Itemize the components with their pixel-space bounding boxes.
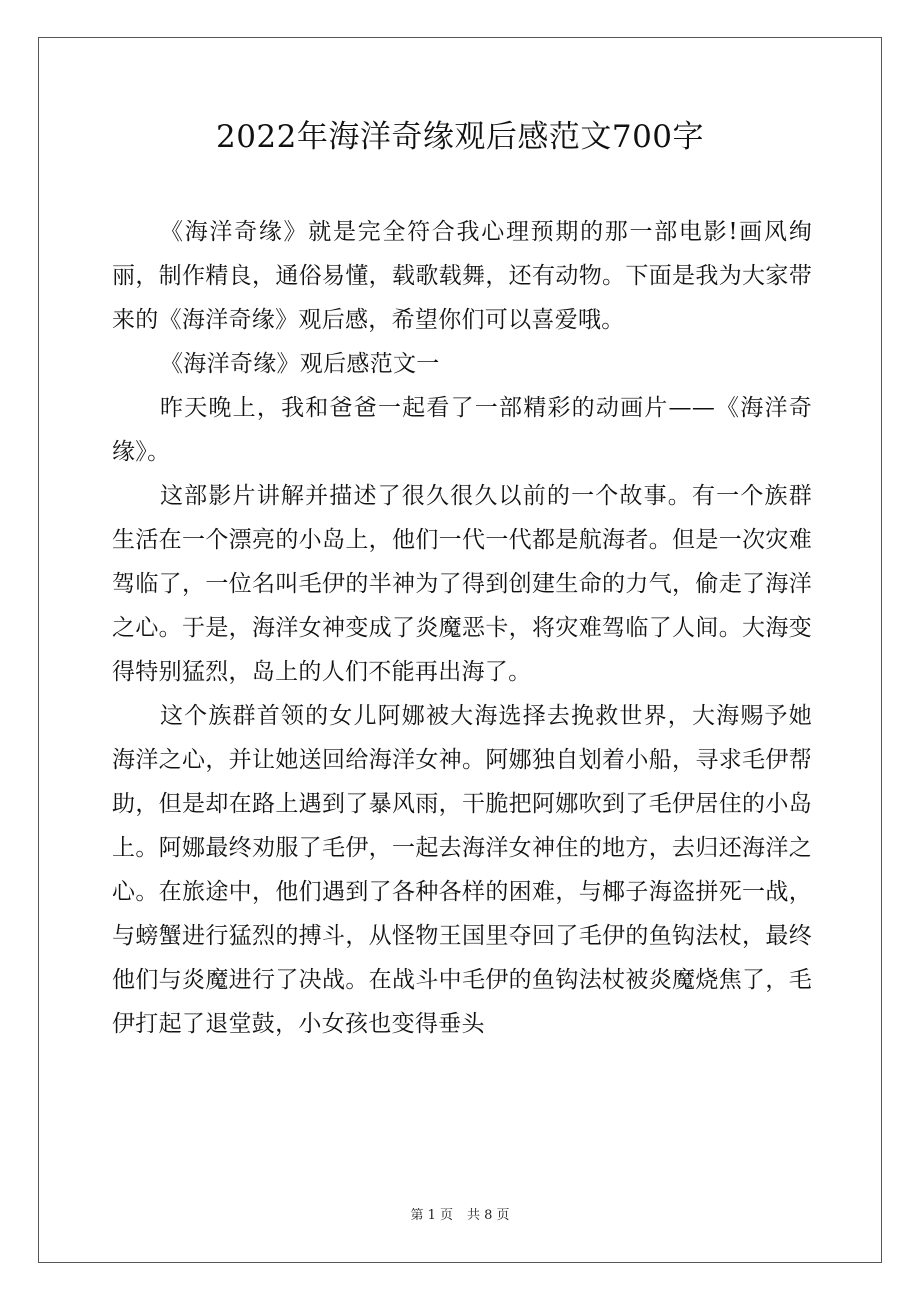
page-footer — [0, 1206, 920, 1226]
page-number: 第 1 页 — [410, 1208, 453, 1223]
paragraph: 这个族群首领的女儿阿娜被大海选择去挽救世界，大海赐予她海洋之心，并让她送回给海洋女神。阿娜独自划着小船，寻求毛伊帮助，但是却在路上遇到了暴风雨，干脆把阿娜吹到了毛伊居住的小岛上。阿娜最终劝服了毛伊，一起去海洋女神住的地方，去归还海洋之心。在旅途中，他们遇到了各种各样的困难，与椰子海盗拼死一战，与螃蟹进行猛烈的搏斗，从怪物王国里夺回了毛伊的鱼钩法杖，最终他们与炎魔进行了决战。在战斗中毛伊的鱼钩法杖被炎魔烧焦了，毛伊打起了退堂鼓，小女孩也变得垂头 — [112, 703, 812, 1037]
section-heading: 《海洋奇缘》观后感范文一 — [160, 351, 440, 377]
document-body — [112, 210, 812, 1046]
paragraph: 这部影片讲解并描述了很久很久以前的一个故事。有一个族群生活在一个漂亮的小岛上，他们一代一代都是航海者。但是一次灾难驾临了，一位名叫毛伊的半神为了得到创建生命的力气，偷走了海洋之心。于是，海洋女神变成了炎魔恶卡，将灾难驾临了人间。大海变得特别猛烈，岛上的人们不能再出海了。 — [112, 483, 812, 685]
paragraph: 昨天晚上，我和爸爸一起看了一部精彩的动画片——《海洋奇缘》。 — [112, 395, 812, 465]
document-title: 2022年海洋奇缘观后感范文700字 — [215, 119, 705, 155]
paragraph-intro: 《海洋奇缘》就是完全符合我心理预期的那一部电影!画风绚丽，制作精良，通俗易懂，载歌载舞，还有动物。下面是我为大家带来的《海洋奇缘》观后感，希望你们可以喜爱哦。 — [112, 219, 812, 333]
page-total: 共 8 页 — [467, 1208, 510, 1223]
